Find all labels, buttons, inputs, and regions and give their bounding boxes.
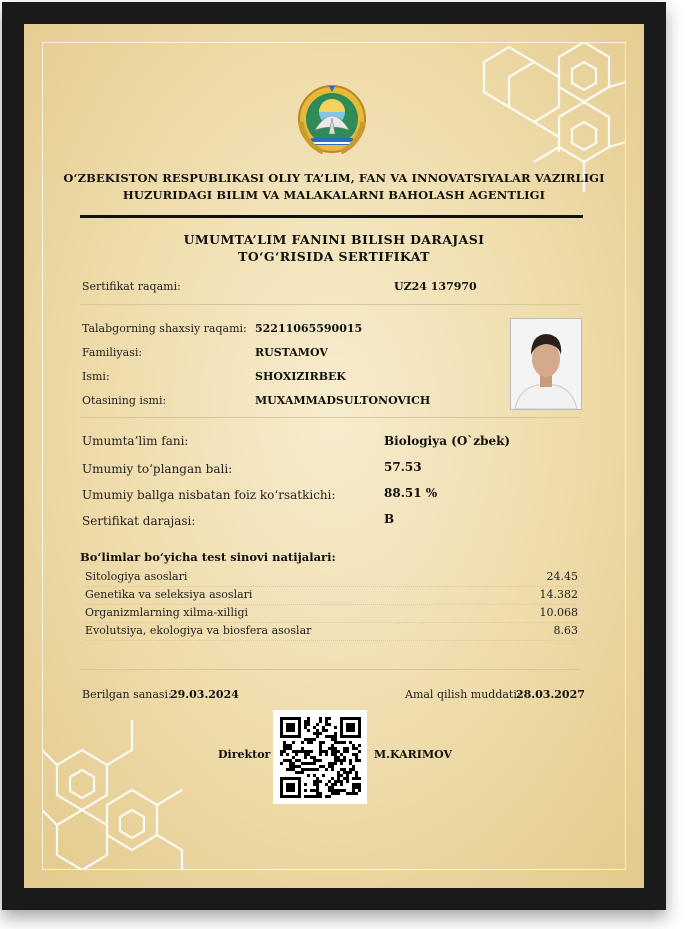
valid-until-label: Amal qilish muddati: bbox=[405, 688, 521, 701]
sections-heading: Bo‘limlar bo‘yicha test sinovi natijalari: bbox=[80, 550, 336, 564]
section-name: Organizmlarning xilma-xilligi bbox=[85, 606, 249, 619]
divider bbox=[80, 304, 580, 305]
subject-label: Umumta’lim fani: bbox=[82, 434, 189, 448]
corner-ornament-top-right bbox=[434, 42, 626, 192]
section-name: Evolutsiya, ekologiya va biosfera asoslar bbox=[85, 624, 312, 637]
certificate-title-2: TO‘G‘RISIDA SERTIFIKAT bbox=[238, 249, 430, 264]
section-score: 14.382 bbox=[539, 588, 578, 601]
applicant-photo bbox=[510, 318, 582, 410]
total-score-value: 57.53 bbox=[384, 460, 422, 474]
certificate-number-label: Sertifikat raqami: bbox=[82, 280, 181, 293]
divider bbox=[80, 417, 580, 418]
percent-label: Umumiy ballga nisbatan foiz ko‘rsatkichi: bbox=[82, 488, 336, 502]
patronymic-value: MUXAMMADSULTONOVICH bbox=[255, 394, 431, 407]
issued-date-label: Berilgan sanasi: bbox=[82, 688, 172, 701]
ministry-line-2: HUZURIDAGI BILIM VA MALAKALARNI BAHOLASH AGENTLIGI bbox=[122, 188, 546, 202]
qr-pattern bbox=[273, 710, 367, 804]
section-score: 8.63 bbox=[553, 624, 578, 637]
level-label: Sertifikat darajasi: bbox=[82, 514, 196, 528]
personal-id-value: 52211065590015 bbox=[255, 322, 363, 335]
state-emblem-icon bbox=[293, 82, 371, 156]
surname-value: RUSTAMOV bbox=[255, 346, 328, 359]
director-name: M.KARIMOV bbox=[374, 748, 453, 761]
section-score: 10.068 bbox=[539, 606, 578, 619]
percent-value: 88.51 % bbox=[384, 486, 438, 500]
certificate-number-value: UZ24 137970 bbox=[394, 280, 477, 293]
issued-date-value: 29.03.2024 bbox=[170, 688, 239, 701]
section-row bbox=[85, 623, 578, 641]
name-label: Ismi: bbox=[82, 370, 110, 383]
section-name: Genetika va seleksiya asoslari bbox=[85, 588, 253, 601]
person-photo-icon bbox=[511, 319, 581, 409]
qr-code-icon[interactable] bbox=[273, 710, 367, 804]
section-row bbox=[85, 587, 578, 605]
section-score: 24.45 bbox=[546, 570, 578, 583]
total-score-label: Umumiy to‘plangan bali: bbox=[82, 462, 233, 476]
personal-id-label: Talabgorning shaxsiy raqami: bbox=[82, 322, 247, 335]
valid-until-value: 28.03.2027 bbox=[516, 688, 585, 701]
certificate-frame bbox=[2, 2, 666, 910]
certificate-paper bbox=[24, 24, 644, 888]
surname-label: Familiyasi: bbox=[82, 346, 143, 359]
section-row bbox=[85, 569, 578, 587]
name-value: SHOXIZIRBEK bbox=[255, 370, 346, 383]
divider bbox=[80, 669, 580, 670]
ministry-line-1: O‘ZBEKISTON RESPUBLIKASI OLIY TA’LIM, FAN VA INNOVATSIYALAR VAZIRLIGI bbox=[63, 171, 605, 185]
director-label: Direktor bbox=[218, 748, 271, 761]
header-divider bbox=[80, 215, 583, 218]
certificate-title-1: UMUMTA’LIM FANINI BILISH DARAJASI bbox=[183, 232, 485, 247]
corner-ornament-bottom-left bbox=[42, 710, 242, 870]
section-name: Sitologiya asoslari bbox=[85, 570, 188, 583]
subject-value: Biologiya (O`zbek) bbox=[384, 434, 511, 448]
section-row bbox=[85, 605, 578, 623]
patronymic-label: Otasining ismi: bbox=[82, 394, 167, 407]
level-value: B bbox=[384, 512, 395, 526]
